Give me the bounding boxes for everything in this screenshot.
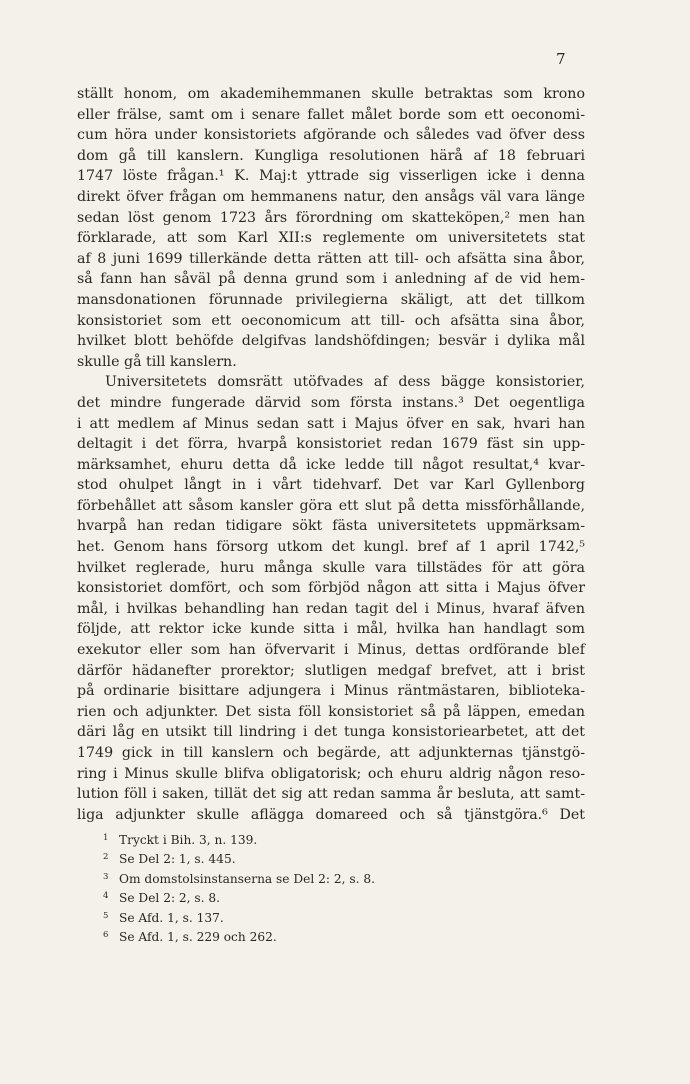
text-line: 1749 gick in till kanslern och begärde, att adjunkternas tjänstgö- — [77, 745, 585, 761]
text-line: 1747 löste frågan.¹ K. Maj:t yttrade sig visserligen icke i denna — [77, 168, 585, 185]
text-line: eller frälse, samt om i senare fallet målet borde som ett oeconomi- — [77, 106, 585, 123]
text-line: lution föll i saken, tillät det sig att redan samma år besluta, att samt- — [77, 786, 585, 803]
text-line: dom gå till kanslern. Kungliga resolutionen härå af 18 februari — [77, 147, 585, 164]
text-line: sedan löst genom 1723 års förordning om skatteköpen,² men han — [77, 209, 585, 226]
text-line: direkt öfver frågan om hemmanens natur, den ansågs väl vara länge — [77, 188, 585, 205]
footnote-text: Se Del 2: 1, s. 445. — [119, 852, 236, 867]
text-line: därför hädanefter prorektor; slutligen medgaf brefvet, att i brist — [77, 662, 585, 679]
body-text — [77, 84, 585, 825]
text-line: ring i Minus skulle blifva obligatorisk; och ehuru aldrig någon reso- — [77, 765, 585, 782]
text-line: förbehållet att såsom kansler göra ett slut på detta missförhållande, — [77, 497, 585, 514]
text-line: liga adjunkter skulle aflägga domareed och så tjänstgöra.⁶ Det — [77, 806, 585, 823]
footnote-mark: 2 — [103, 852, 109, 863]
text-line: i att medlem af Minus sedan satt i Majus öfver en sak, hvari han — [77, 415, 585, 432]
text-line: hvilket blott behöfde delgifvas landshöfdingen; besvär i dylika mål — [77, 333, 585, 350]
text-line: Universitetets domsrätt utöfvades af dess bägge konsistorier, — [105, 374, 585, 391]
footnote — [103, 849, 503, 868]
text-line: exekutor eller som han öfvervarit i Minus, dettas ordförande blef — [77, 642, 585, 659]
footnote-text: Tryckt i Bih. 3, n. 139. — [119, 833, 258, 847]
footnote-text: Se Afd. 1, s. 229 och 262. — [119, 930, 277, 945]
text-line: deltagit i det förra, hvarpå konsistoriet redan 1679 fäst sin upp- — [77, 436, 585, 453]
text-line: mansdonationen förunnade privilegierna skäligt, att det tillkom — [77, 291, 585, 308]
text-line: konsistoriet som ett oeconomicum att till- och afsätta sina åbor, — [77, 312, 585, 329]
text-line: konsistoriet domfört, och som förbjöd någon att sitta i Majus öfver — [77, 580, 585, 597]
footnote-mark: 4 — [103, 891, 109, 902]
footnote-mark: 6 — [103, 930, 109, 941]
text-line: stod ohulpet långt in i vårt tidehvarf. Det var Karl Gyllenborg — [77, 477, 585, 494]
text-line: följde, att rektor icke kunde sitta i mål, hvilka han handlagt som — [77, 621, 585, 638]
page-number: 7 — [556, 50, 566, 68]
text-line: skulle gå till kanslern. — [77, 353, 237, 370]
text-line: så fann han såväl på denna grund som i anledning af de vid hem- — [77, 271, 585, 288]
footnote — [103, 830, 503, 849]
footnote — [103, 869, 503, 888]
text-line: cum höra under konsistoriets afgörande och således vad öfver dess — [77, 127, 585, 144]
footnote — [103, 908, 503, 927]
text-line: förklarade, att som Karl XII:s reglemente om universitetets stat — [77, 230, 585, 247]
text-line: det mindre fungerade därvid som första instans.³ Det oegentliga — [77, 394, 585, 411]
footnote-text: Om domstolsinstanserna se Del 2: 2, s. 8. — [119, 871, 376, 886]
footnote-text: Se Del 2: 2, s. 8. — [119, 891, 221, 906]
text-line: på ordinarie bisittare adjungera i Minus räntmästaren, biblioteka- — [77, 683, 585, 700]
footnote — [103, 888, 503, 907]
text-line: af 8 juni 1699 tillerkände detta rätten att till- och afsätta sina åbor, — [77, 250, 585, 267]
footnote-mark: 3 — [103, 871, 109, 882]
text-line: hvarpå han redan tidigare sökt fästa universitetets uppmärksam- — [77, 518, 585, 535]
footnote — [103, 927, 503, 946]
text-line: hvilket reglerade, huru många skulle vara tillstädes för att göra — [77, 559, 585, 576]
text-line: mål, i hvilkas behandling han redan tagit del i Minus, hvaraf äfven — [77, 600, 585, 617]
text-line: ställt honom, om akademihemmanen skulle betraktas som krono — [77, 86, 585, 102]
footnotes — [103, 830, 503, 946]
footnote-mark: 5 — [103, 910, 109, 921]
footnote-mark: 1 — [103, 833, 109, 843]
footnote-text: Se Afd. 1, s. 137. — [119, 910, 224, 925]
text-line: rien och adjunkter. Det sista föll konsistoriet så på läppen, emedan — [77, 703, 585, 720]
text-line: het. Genom hans försorg utkom det kungl. bref af 1 april 1742,⁵ — [77, 539, 585, 556]
text-line: däri låg en utsikt till lindring i det tunga konsistoriearbetet, att det — [77, 724, 585, 741]
text-line: märksamhet, ehuru detta då icke ledde till något resultat,⁴ kvar- — [77, 456, 585, 473]
